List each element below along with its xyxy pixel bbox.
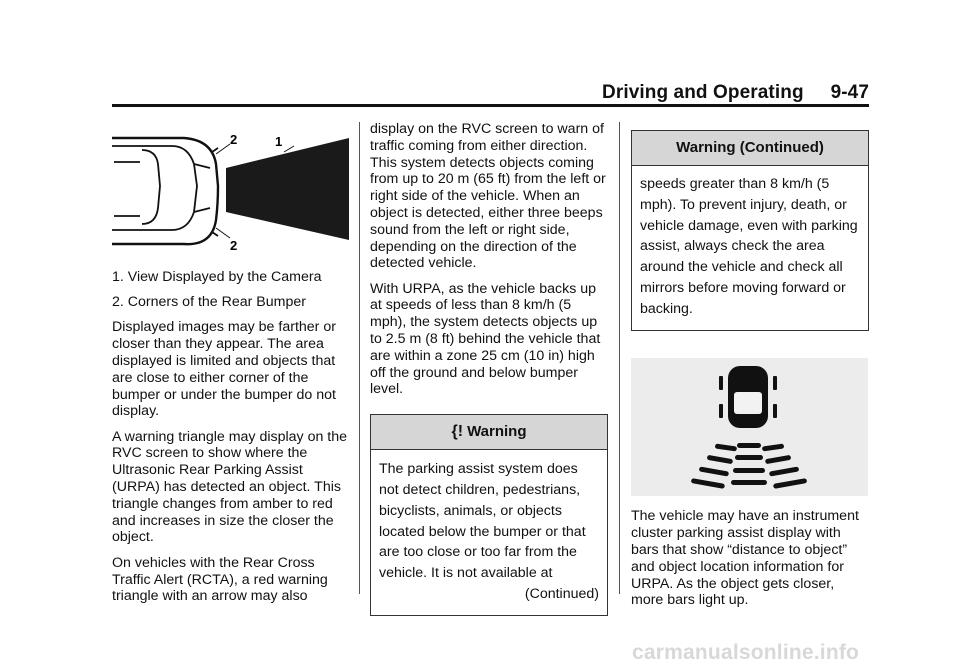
callout-2-top: 2 bbox=[230, 132, 238, 147]
warning-text: The parking assist system does not detect children, pedestrians, bicyclists, animals, or objects located below the bumper or that are too close or too far from the vehicle. It is not available at bbox=[379, 461, 586, 582]
warning-text: speeds greater than 8 km/h (5 mph). To prevent injury, death, or vehicle damage, even with parking assist, always check the area around the vehicle and check all mirrors before moving forward or backing. bbox=[640, 176, 858, 317]
warning-box-continued bbox=[631, 130, 869, 331]
list-item: 2. Corners of the Rear Bumper bbox=[112, 294, 306, 311]
column-divider-1 bbox=[359, 122, 360, 594]
page-header bbox=[112, 82, 869, 104]
callout-1: 1 bbox=[275, 134, 283, 149]
header-title bbox=[602, 82, 869, 104]
warning-box bbox=[370, 414, 608, 616]
car-top-view-rear-icon bbox=[112, 138, 218, 244]
paragraph: The vehicle may have an instrument cluster parking assist display with bars that show “distance to object” and object location information for URPA. As the object gets closer, more bars light up. bbox=[631, 508, 859, 609]
column-3 bbox=[631, 130, 869, 618]
paragraph: With URPA, as the vehicle backs up at speeds of less than 8 km/h (5 mph), the system detects objects up to 2.5 m (8 ft) behind the vehicle that are within a zone 25 cm (10 in) high off the ground and below bumper level. bbox=[370, 280, 601, 398]
callout-line-2-bottom bbox=[216, 228, 230, 238]
header-rule bbox=[112, 104, 869, 107]
watermark: carmanualsonline.info bbox=[632, 641, 860, 664]
parking-assist-display-figure bbox=[631, 358, 868, 496]
paragraph: Displayed images may be farther or closer than they appear. The area displayed is limited and objects that are close to either corner of the bumper or under the bumper do not display. bbox=[112, 319, 336, 420]
callout-2-bottom: 2 bbox=[230, 238, 238, 253]
warning-header bbox=[632, 131, 868, 166]
warning-symbol-icon: {! bbox=[451, 422, 464, 440]
warning-title: Warning (Continued) bbox=[676, 138, 824, 156]
warning-title: Warning bbox=[467, 422, 527, 440]
warning-header bbox=[371, 415, 607, 450]
warning-body bbox=[371, 450, 607, 615]
paragraph: A warning triangle may display on the RVC screen to show where the Ultrasonic Rear Parking Assist (URPA) has detected an object. This triangle changes from amber to red and increases in size the closer the object. bbox=[112, 428, 348, 546]
rear-camera-view-figure bbox=[112, 124, 349, 254]
camera-view-area bbox=[226, 138, 349, 240]
section-title: Driving and Operating bbox=[602, 82, 804, 103]
column-2 bbox=[370, 121, 610, 616]
callout-line-1 bbox=[284, 146, 294, 152]
list-item: 1. View Displayed by the Camera bbox=[112, 268, 322, 285]
page-number: 9-47 bbox=[830, 82, 869, 103]
column-divider-2 bbox=[619, 122, 620, 594]
warning-body bbox=[632, 166, 868, 330]
warning-continued: (Continued) bbox=[524, 586, 599, 603]
column-1 bbox=[112, 124, 352, 614]
paragraph: display on the RVC screen to warn of traffic coming from either direction. This system detects objects coming from up to 20 m (65 ft) from the left or right side of the vehicle. When an object is detected, either three beeps sound from the left or right side, depending on the direction of the detected vehicle. bbox=[370, 121, 606, 272]
paragraph: On vehicles with the Rear Cross Traffic Alert (RCTA), a red warning triangle with an arrow may also bbox=[112, 554, 328, 605]
